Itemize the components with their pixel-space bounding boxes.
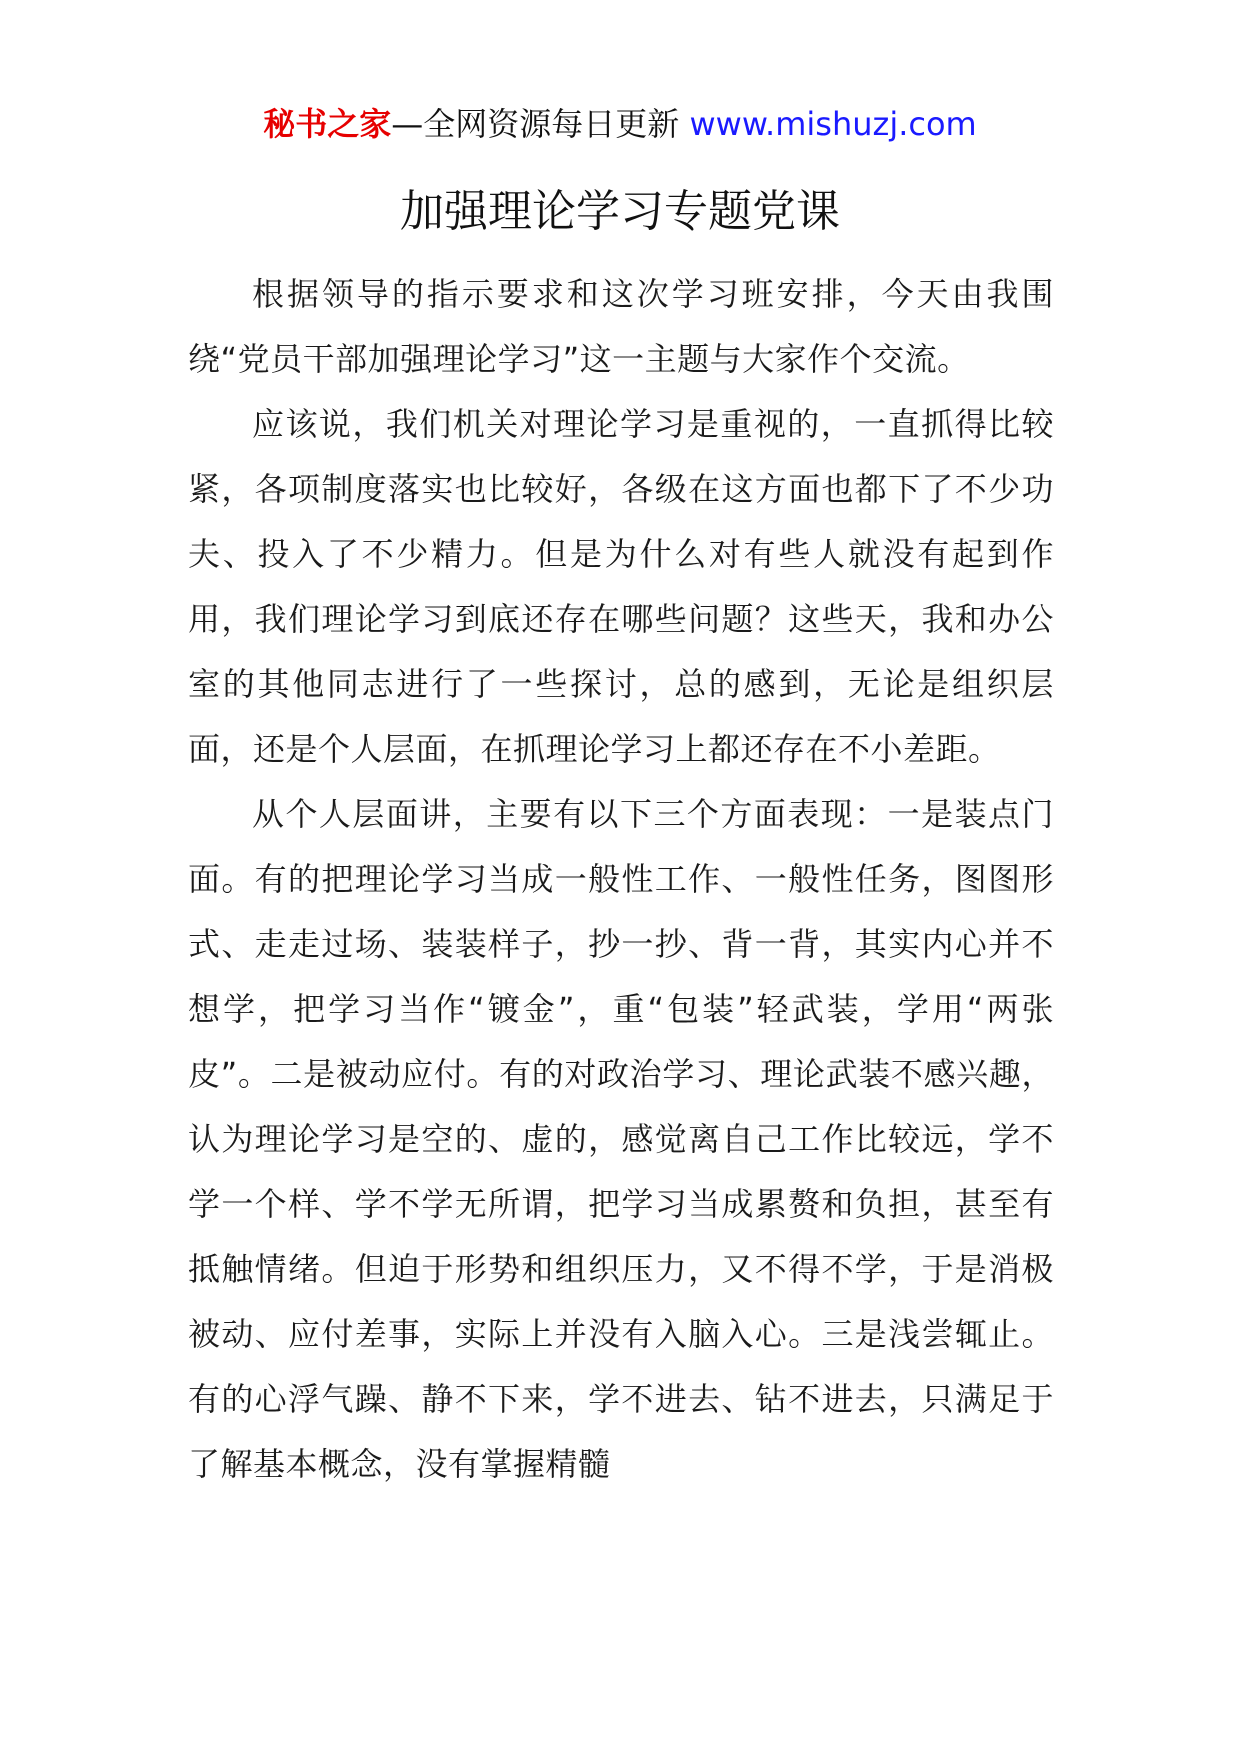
site-url-link[interactable]: www.mishuzj.com	[689, 105, 977, 143]
document-title: 加强理论学习专题党课	[400, 186, 840, 237]
paragraph-1: 根据领导的指示要求和这次学习班安排，今天由我围绕“党员干部加强理论学习”这一主题与大家作个交流。	[188, 275, 1054, 378]
site-brand: 秘书之家	[263, 105, 392, 143]
site-slogan: —全网资源每日更新	[391, 105, 690, 143]
paragraph-2: 应该说，我们机关对理论学习是重视的，一直抓得比较紧，各项制度落实也比较好，各级在这方面也都下了不少功夫、投入了不少精力。但是为什么对有些人就没有起到作用，我们理论学习到底还存在哪些问题？这些天，我和办公室的其他同志进行了一些探讨，总的感到，无论是组织层面，还是个人层面，在抓理论学习上都还存在不小差距。	[188, 405, 1054, 768]
paragraph-3: 从个人层面讲，主要有以下三个方面表现：一是装点门面。有的把理论学习当成一般性工作、一般性任务，图图形式、走走过场、装装样子，抄一抄、背一背，其实内心并不想学，把学习当作“镀金”，重“包装”轻武装，学用“两张皮”。二是被动应付。有的对政治学习、理论武装不感兴趣，认为理论学习是空的、虚的，感觉离自己工作比较远，学不学一个样、学不学无所谓，把学习当成累赘和负担，甚至有抵触情绪。但迫于形势和组织压力，又不得不学，于是消极被动、应付差事，实际上并没有入脑入心。三是浅尝辄止。有的心浮气躁、静不下来，学不进去、钻不进去，只满足于了解基本概念，没有掌握精髓	[188, 795, 1054, 1483]
document-body	[188, 262, 1054, 1497]
site-header	[0, 100, 1240, 148]
